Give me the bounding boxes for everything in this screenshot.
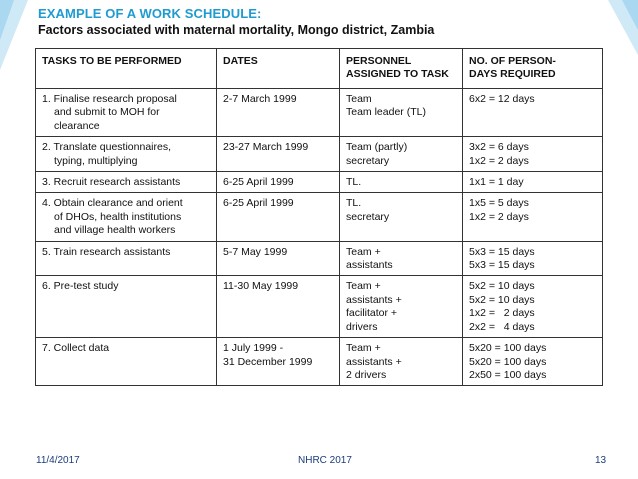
table-row [36,241,603,276]
cell-days-line: 1x5 = 5 days [469,197,529,210]
cell-dates [217,241,340,276]
cell-days-line: 1x2 = 2 days [469,154,529,167]
cell-days-line: 1x1 = 1 day [469,176,524,189]
cell-personnel-line: Team + [346,245,381,258]
cell-days [463,241,603,276]
cell-dates [217,89,340,137]
cell-personnel-line: TL. [346,176,362,189]
cell-task [36,89,217,137]
cell-personnel-line: facilitator + [346,307,398,320]
cell-personnel-line: secretary [346,154,390,167]
footer-date: 11/4/2017 [36,455,80,466]
cell-task [36,193,217,241]
cell-personnel-line: Team leader (TL) [346,106,426,119]
cell-days-line: 3x2 = 6 days [469,141,529,154]
cell-days-line: 5x3 = 15 days [469,259,535,272]
cell-personnel [340,193,463,241]
table-row [36,338,603,386]
cell-task-line: 5. Train research assistants [42,245,171,258]
cell-personnel-line: drivers [346,320,378,333]
column-header-text: PERSONNEL [346,55,412,67]
cell-dates-line: 5-7 May 1999 [223,245,288,258]
cell-personnel [340,276,463,338]
cell-task-line: typing, multiplying [54,154,138,167]
cell-task-line: and village health workers [54,224,176,237]
cell-task-line: clearance [54,119,100,132]
cell-dates [217,276,340,338]
cell-days-line: 5x3 = 15 days [469,245,535,258]
cell-dates [217,338,340,386]
cell-personnel-line: TL. [346,197,362,210]
cell-task-line: and submit to MOH for [54,106,160,119]
cell-task-line: 2. Translate questionnaires, [42,141,171,154]
cell-personnel-line: assistants [346,259,393,272]
cell-days [463,338,603,386]
cell-task [36,241,217,276]
column-header-text: DAYS REQUIRED [469,68,556,81]
cell-personnel-line: Team (partly) [346,141,408,154]
heading-subtitle: Factors associated with maternal mortality, Mongo district, Zambia [38,23,435,37]
cell-personnel [340,89,463,137]
cell-task [36,172,217,193]
table-row [36,193,603,241]
cell-task [36,276,217,338]
cell-days [463,276,603,338]
cell-task-line: 6. Pre-test study [42,280,119,293]
cell-dates [217,137,340,172]
table-header-row [36,49,603,89]
heading-label: EXAMPLE OF A WORK SCHEDULE: [38,6,262,21]
cell-days [463,89,603,137]
decorative-corner-graphic-right [598,0,638,60]
table-row [36,172,603,193]
cell-days-line: 5x2 = 10 days [469,293,535,306]
table-row [36,276,603,338]
cell-task-line: 7. Collect data [42,342,110,355]
cell-days-line: 5x20 = 100 days [469,342,547,355]
cell-dates-line: 6-25 April 1999 [223,197,294,210]
column-header [217,49,340,89]
table-row [36,137,603,172]
cell-days-line: 2x50 = 100 days [469,368,547,381]
table-body [36,89,603,386]
column-header-text: DATES [223,55,258,67]
table-row [36,89,603,137]
cell-personnel-line: assistants + [346,355,402,368]
cell-days-line: 1x2 = 2 days [469,210,529,223]
cell-personnel-line: Team [346,93,372,105]
cell-task-line: 1. Finalise research proposal [42,93,177,105]
cell-dates-line: 11-30 May 1999 [223,280,299,293]
column-header [36,49,217,89]
work-schedule-table [35,48,603,386]
cell-personnel-line: assistants + [346,293,402,306]
cell-dates [217,172,340,193]
cell-dates-line: 23-27 March 1999 [223,141,309,154]
cell-dates [217,193,340,241]
footer-organization: NHRC 2017 [298,455,352,466]
cell-days [463,137,603,172]
column-header [340,49,463,89]
cell-days-line: 5x20 = 100 days [469,355,547,368]
cell-days-line: 1x2 = 2 days [469,307,535,320]
column-header-text: ASSIGNED TO TASK [346,68,449,81]
cell-task [36,338,217,386]
cell-task-line: of DHOs, health institutions [54,210,182,223]
decorative-corner-graphic [0,0,40,80]
cell-dates-line: 6-25 April 1999 [223,176,294,189]
cell-personnel-line: secretary [346,210,390,223]
cell-personnel-line: 2 drivers [346,368,387,381]
column-header-text: NO. OF PERSON- [469,55,556,67]
cell-days-line: 2x2 = 4 days [469,320,535,333]
cell-dates-line: 2-7 March 1999 [223,93,297,105]
cell-personnel [340,137,463,172]
column-header-text: TASKS TO BE PERFORMED [42,55,182,67]
cell-days [463,193,603,241]
column-header [463,49,603,89]
cell-task-line: 4. Obtain clearance and orient [42,197,183,210]
cell-days-line: 6x2 = 12 days [469,93,535,105]
footer-page-number: 13 [595,455,607,466]
cell-personnel-line: Team + [346,342,381,355]
cell-days [463,172,603,193]
cell-personnel [340,338,463,386]
cell-dates-line: 1 July 1999 - [223,342,284,355]
cell-task-line: 3. Recruit research assistants [42,176,181,189]
cell-personnel [340,241,463,276]
cell-task [36,137,217,172]
cell-personnel [340,172,463,193]
cell-days-line: 5x2 = 10 days [469,280,535,293]
cell-personnel-line: Team + [346,280,381,293]
cell-dates-line: 31 December 1999 [223,355,313,368]
slide-heading [38,6,434,38]
